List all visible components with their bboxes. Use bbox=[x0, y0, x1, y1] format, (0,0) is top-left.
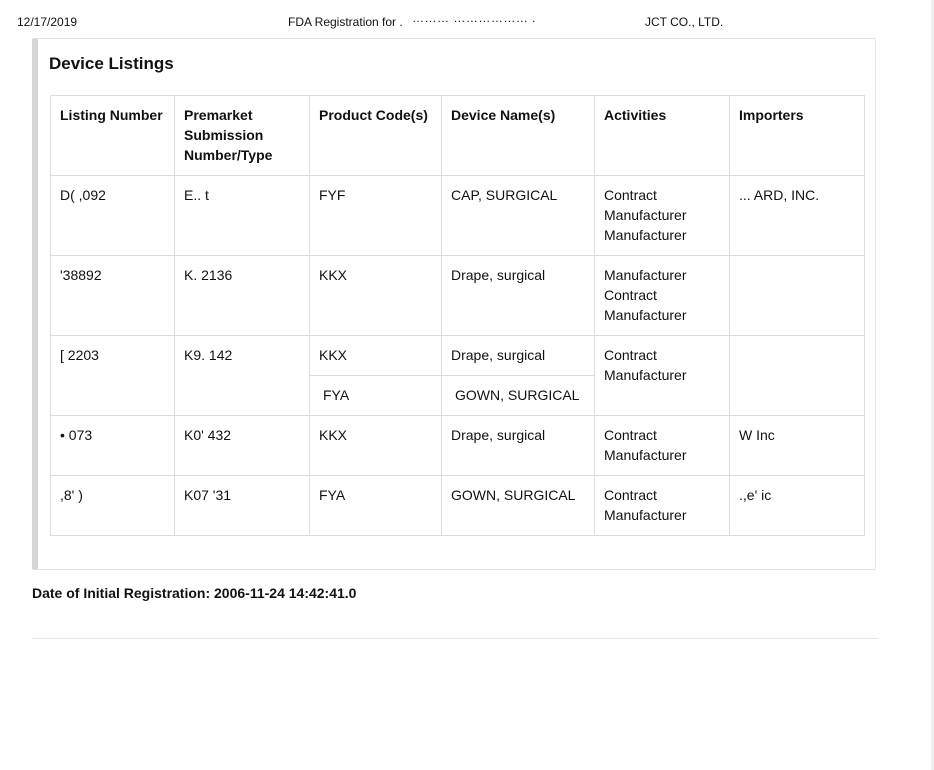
table-row bbox=[51, 176, 865, 256]
product-code: FYA bbox=[310, 376, 442, 416]
table-row bbox=[51, 256, 865, 336]
premarket-number: K9. 142 bbox=[175, 336, 310, 416]
device-name: Drape, surgical bbox=[442, 416, 595, 476]
column-header: Listing Number bbox=[51, 96, 175, 176]
device-name: GOWN, SURGICAL bbox=[442, 476, 595, 536]
activity: Manufacturer bbox=[604, 267, 687, 283]
device-name: GOWN, SURGICAL bbox=[442, 376, 595, 416]
listing-number: [ 2203 bbox=[51, 336, 175, 416]
table-row bbox=[51, 336, 865, 376]
importer bbox=[730, 256, 865, 336]
product-code: KKX bbox=[310, 256, 442, 336]
product-code: KKX bbox=[310, 336, 442, 376]
activity: Contract Manufacturer bbox=[595, 336, 730, 416]
listing-number: • 073 bbox=[51, 416, 175, 476]
product-code: KKX bbox=[310, 416, 442, 476]
column-header: Importers bbox=[730, 96, 865, 176]
activity: Contract Manufacturer bbox=[604, 287, 687, 323]
print-header bbox=[0, 11, 934, 31]
device-name: Drape, surgical bbox=[442, 256, 595, 336]
activity: Contract Manufacturer bbox=[595, 476, 730, 536]
listing-number: ,8' ) bbox=[51, 476, 175, 536]
importer: W Inc bbox=[730, 416, 865, 476]
print-date: 12/17/2019 bbox=[17, 15, 78, 29]
activity: Contract Manufacturer bbox=[604, 187, 687, 223]
column-header: Premarket Submission Number/Type bbox=[175, 96, 310, 176]
activities-cell bbox=[595, 256, 730, 336]
table-row bbox=[51, 416, 865, 476]
activities-cell bbox=[595, 176, 730, 256]
device-name: Drape, surgical bbox=[442, 336, 595, 376]
company-name-suffix: JCT CO., LTD. bbox=[645, 15, 724, 29]
column-header: Activities bbox=[595, 96, 730, 176]
device-name: CAP, SURGICAL bbox=[442, 176, 595, 256]
device-listings-panel bbox=[32, 38, 876, 570]
premarket-number: K0' 432 bbox=[175, 416, 310, 476]
premarket-number: K07 '31 bbox=[175, 476, 310, 536]
column-header: Device Name(s) bbox=[442, 96, 595, 176]
document-title: FDA Registration for . bbox=[288, 15, 403, 29]
product-code: FYF bbox=[310, 176, 442, 256]
listing-number: D( ,092 bbox=[51, 176, 175, 256]
table-header-row bbox=[51, 96, 865, 176]
importer: ... ARD, INC. bbox=[730, 176, 865, 256]
divider bbox=[32, 638, 878, 639]
importer bbox=[730, 336, 865, 416]
importer: .,e' ic bbox=[730, 476, 865, 536]
device-listings-table bbox=[50, 95, 865, 536]
activity: Contract Manufacturer bbox=[595, 416, 730, 476]
premarket-number: E.. t bbox=[175, 176, 310, 256]
initial-registration-date: Date of Initial Registration: 2006-11-24 14:42:41.0 bbox=[32, 585, 357, 601]
product-code: FYA bbox=[310, 476, 442, 536]
activity: Manufacturer bbox=[604, 227, 687, 243]
premarket-number: K. 2136 bbox=[175, 256, 310, 336]
listing-number: '38892 bbox=[51, 256, 175, 336]
panel-title: Device Listings bbox=[49, 54, 174, 73]
company-name-fragment: ……… ……………… . bbox=[412, 11, 537, 25]
table-row bbox=[51, 476, 865, 536]
column-header: Product Code(s) bbox=[310, 96, 442, 176]
